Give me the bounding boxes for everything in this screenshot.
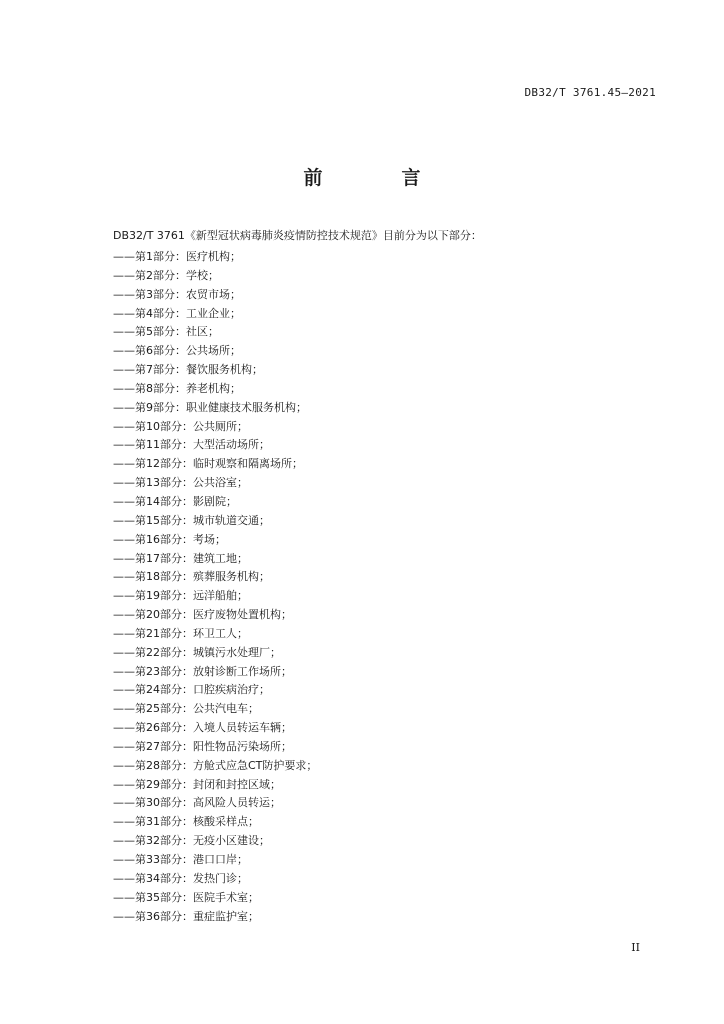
- list-item: ——第32部分：无疫小区建设；: [113, 834, 270, 848]
- page-number: II: [631, 941, 640, 954]
- list-item: ——第23部分：放射诊断工作场所；: [113, 664, 292, 678]
- list-item: ——第35部分：医院手术室；: [113, 890, 259, 904]
- list-item: ——第24部分：口腔疾病治疗；: [113, 683, 270, 697]
- list-item: ——第29部分：封闭和封控区域；: [113, 777, 281, 791]
- intro-paragraph: DB32/T 3761《新型冠状病毒肺炎疫情防控技术规范》目前分为以下部分：: [113, 229, 482, 242]
- list-item: ——第13部分：公共浴室；: [113, 476, 248, 490]
- list-item: ——第28部分：方舱式应急CT防护要求；: [113, 758, 318, 772]
- standard-number: DB32/T 3761.45—2021: [524, 86, 656, 99]
- list-item: ——第3部分：农贸市场；: [113, 287, 241, 301]
- list-item: ——第10部分：公共厕所；: [113, 419, 248, 433]
- list-item: ——第6部分：公共场所；: [113, 344, 241, 358]
- list-item: ——第14部分：影剧院；: [113, 494, 237, 508]
- list-item: ——第4部分：工业企业；: [113, 306, 241, 320]
- list-item: ——第2部分：学校；: [113, 268, 219, 282]
- list-item: ——第25部分：公共汽电车；: [113, 702, 259, 716]
- page-title: 前 言: [303, 167, 451, 189]
- parts-list: [113, 248, 317, 926]
- list-item: ——第16部分：考场；: [113, 532, 226, 546]
- list-item: ——第17部分：建筑工地；: [113, 551, 248, 565]
- list-item: ——第30部分：高风险人员转运；: [113, 796, 281, 810]
- list-item: ——第34部分：发热门诊；: [113, 871, 248, 885]
- list-item: ——第22部分：城镇污水处理厂；: [113, 645, 281, 659]
- list-item: ——第18部分：殡葬服务机构；: [113, 570, 270, 584]
- list-item: ——第9部分：职业健康技术服务机构；: [113, 400, 307, 414]
- list-item: ——第26部分：入境人员转运车辆；: [113, 721, 292, 735]
- list-item: ——第15部分：城市轨道交通；: [113, 513, 270, 527]
- list-item: ——第21部分：环卫工人；: [113, 626, 248, 640]
- list-item: ——第7部分：餐饮服务机构；: [113, 363, 263, 377]
- list-item: ——第5部分：社区；: [113, 325, 219, 339]
- list-item: ——第20部分：医疗废物处置机构；: [113, 608, 292, 622]
- list-item: ——第19部分：远洋船舶；: [113, 589, 248, 603]
- list-item: ——第33部分：港口口岸；: [113, 853, 248, 866]
- list-item: ——第8部分：养老机构；: [113, 381, 241, 395]
- list-item: ——第27部分：阳性物品污染场所；: [113, 739, 292, 753]
- list-item: ——第31部分：核酸采样点；: [113, 815, 259, 829]
- list-item: ——第12部分：临时观察和隔离场所；: [113, 457, 303, 471]
- list-item: ——第36部分：重症监护室；: [113, 909, 259, 923]
- list-item: ——第11部分：大型活动场所；: [113, 438, 270, 452]
- list-item: ——第1部分：医疗机构；: [113, 250, 241, 263]
